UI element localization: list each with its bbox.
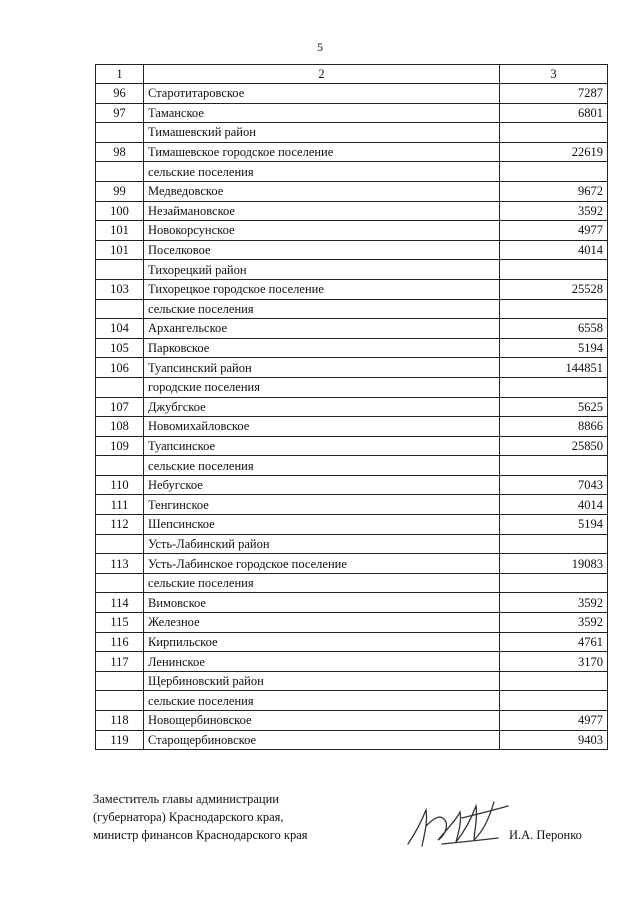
row-number: 96 [96, 84, 144, 104]
row-name: Медведовское [144, 181, 500, 201]
row-name: Кирпильское [144, 632, 500, 652]
row-value: 144851 [500, 358, 608, 378]
row-number [96, 299, 144, 319]
row-value: 3592 [500, 613, 608, 633]
row-value [500, 162, 608, 182]
table-row [96, 417, 608, 437]
signature-block [93, 790, 308, 844]
row-number: 104 [96, 319, 144, 339]
row-number [96, 123, 144, 143]
table-body [96, 84, 608, 750]
row-name: Ленинское [144, 652, 500, 672]
row-name: Новощербиновское [144, 711, 500, 731]
column-header-value: 3 [500, 65, 608, 84]
row-number: 113 [96, 554, 144, 574]
row-name: Старощербиновское [144, 730, 500, 750]
table-row [96, 593, 608, 613]
row-name: Тихорецкое городское поселение [144, 279, 500, 299]
row-name: Усть-Лабинский район [144, 534, 500, 554]
table-row [96, 613, 608, 633]
row-value: 4014 [500, 240, 608, 260]
row-number: 115 [96, 613, 144, 633]
table-row [96, 436, 608, 456]
table-row [96, 162, 608, 182]
row-value: 6558 [500, 319, 608, 339]
table-row [96, 181, 608, 201]
row-name: Джубгское [144, 397, 500, 417]
row-number [96, 162, 144, 182]
row-number: 117 [96, 652, 144, 672]
row-value: 4977 [500, 221, 608, 241]
table-row [96, 475, 608, 495]
row-number: 118 [96, 711, 144, 731]
column-header-name: 2 [144, 65, 500, 84]
row-value: 25850 [500, 436, 608, 456]
row-number: 119 [96, 730, 144, 750]
row-value: 19083 [500, 554, 608, 574]
row-number: 114 [96, 593, 144, 613]
row-number: 98 [96, 142, 144, 162]
row-value [500, 671, 608, 691]
row-name: Небугское [144, 475, 500, 495]
row-number: 105 [96, 338, 144, 358]
allocation-table [95, 64, 608, 750]
row-name: городские поселения [144, 377, 500, 397]
row-name: Новомихайловское [144, 417, 500, 437]
row-value: 6801 [500, 103, 608, 123]
row-name: сельские поселения [144, 162, 500, 182]
table-row [96, 456, 608, 476]
row-name: сельские поселения [144, 456, 500, 476]
signer-title-line-1: Заместитель главы администрации [93, 792, 279, 806]
row-name: Тимашевский район [144, 123, 500, 143]
row-name: Тенгинское [144, 495, 500, 515]
row-name: сельские поселения [144, 691, 500, 711]
row-value [500, 299, 608, 319]
table-row [96, 338, 608, 358]
table-row [96, 221, 608, 241]
table-row [96, 201, 608, 221]
row-value [500, 573, 608, 593]
table-row [96, 652, 608, 672]
signer-name: И.А. Перонко [509, 828, 582, 842]
row-number: 112 [96, 515, 144, 535]
signer-title-line-3: министр финансов Краснодарского края [93, 828, 308, 842]
row-value: 4014 [500, 495, 608, 515]
row-value [500, 123, 608, 143]
row-value: 9403 [500, 730, 608, 750]
row-number: 99 [96, 181, 144, 201]
handwritten-signature [402, 792, 512, 852]
row-value: 5194 [500, 515, 608, 535]
row-name: Старотитаровское [144, 84, 500, 104]
row-value [500, 377, 608, 397]
row-name: Тимашевское городское поселение [144, 142, 500, 162]
table-header-row [96, 65, 608, 84]
row-name: Усть-Лабинское городское поселение [144, 554, 500, 574]
row-value: 22619 [500, 142, 608, 162]
row-value: 3170 [500, 652, 608, 672]
table-row [96, 240, 608, 260]
row-value: 7043 [500, 475, 608, 495]
row-number: 101 [96, 240, 144, 260]
table-row [96, 515, 608, 535]
table-row [96, 279, 608, 299]
row-value: 9672 [500, 181, 608, 201]
table-row [96, 377, 608, 397]
table-row [96, 554, 608, 574]
table-row [96, 397, 608, 417]
table-row [96, 671, 608, 691]
row-number: 107 [96, 397, 144, 417]
row-value: 5194 [500, 338, 608, 358]
row-name: Новокорсунское [144, 221, 500, 241]
row-name: Вимовское [144, 593, 500, 613]
row-number: 103 [96, 279, 144, 299]
table-row [96, 573, 608, 593]
row-number: 100 [96, 201, 144, 221]
row-number [96, 260, 144, 280]
row-name: Парковское [144, 338, 500, 358]
row-number [96, 377, 144, 397]
table-row [96, 691, 608, 711]
row-value: 5625 [500, 397, 608, 417]
row-name: Шепсинское [144, 515, 500, 535]
row-number [96, 534, 144, 554]
row-number: 111 [96, 495, 144, 515]
table-row [96, 632, 608, 652]
table-row [96, 299, 608, 319]
table-row [96, 358, 608, 378]
row-value: 3592 [500, 201, 608, 221]
table-row [96, 84, 608, 104]
row-name: Поселковое [144, 240, 500, 260]
row-value [500, 691, 608, 711]
row-value: 4977 [500, 711, 608, 731]
table-row [96, 730, 608, 750]
row-value: 7287 [500, 84, 608, 104]
row-number [96, 456, 144, 476]
table-row [96, 711, 608, 731]
column-header-number: 1 [96, 65, 144, 84]
table-row [96, 260, 608, 280]
row-name: Архангельское [144, 319, 500, 339]
row-name: Туапсинское [144, 436, 500, 456]
row-number: 116 [96, 632, 144, 652]
row-number: 110 [96, 475, 144, 495]
table-row [96, 495, 608, 515]
row-number [96, 671, 144, 691]
row-name: Туапсинский район [144, 358, 500, 378]
row-value: 3592 [500, 593, 608, 613]
row-number: 97 [96, 103, 144, 123]
row-number: 106 [96, 358, 144, 378]
table-row [96, 142, 608, 162]
row-number: 109 [96, 436, 144, 456]
row-name: Щербиновский район [144, 671, 500, 691]
table-row [96, 534, 608, 554]
row-number: 108 [96, 417, 144, 437]
page-number: 5 [317, 40, 323, 54]
row-name: Тихорецкий район [144, 260, 500, 280]
row-value [500, 534, 608, 554]
row-number: 101 [96, 221, 144, 241]
row-name: сельские поселения [144, 573, 500, 593]
row-value: 25528 [500, 279, 608, 299]
row-name: Таманское [144, 103, 500, 123]
row-value: 8866 [500, 417, 608, 437]
row-number [96, 573, 144, 593]
row-value [500, 260, 608, 280]
signer-title-line-2: (губернатора) Краснодарского края, [93, 810, 284, 824]
table-row [96, 319, 608, 339]
table-row [96, 123, 608, 143]
row-name: Железное [144, 613, 500, 633]
row-name: сельские поселения [144, 299, 500, 319]
row-value: 4761 [500, 632, 608, 652]
table-row [96, 103, 608, 123]
row-value [500, 456, 608, 476]
row-name: Незаймановское [144, 201, 500, 221]
row-number [96, 691, 144, 711]
